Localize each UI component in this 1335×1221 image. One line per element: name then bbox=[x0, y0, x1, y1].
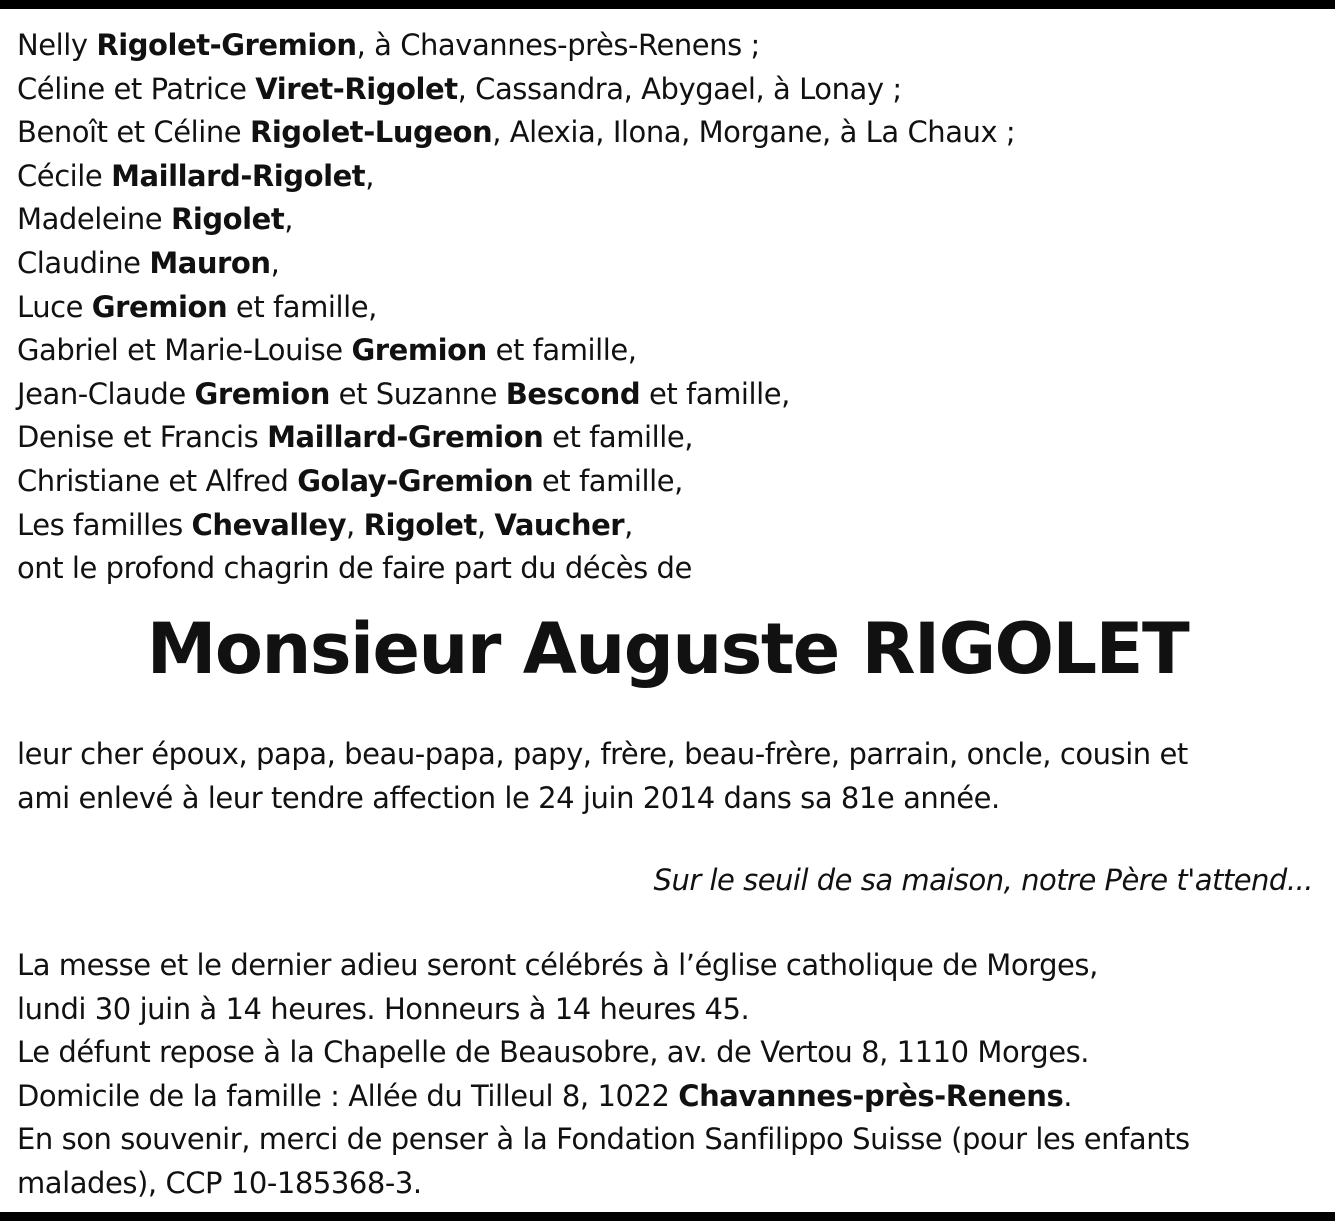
bold-surname: Gremion bbox=[351, 333, 487, 368]
ceremony-details bbox=[17, 944, 1190, 1206]
text-segment: Madeleine bbox=[17, 202, 171, 237]
detail-line bbox=[17, 944, 1190, 988]
bold-surname: Golay-Gremion bbox=[297, 463, 534, 498]
family-line bbox=[17, 155, 1317, 199]
text-segment: , bbox=[346, 507, 364, 542]
deceased-name: Monsieur Auguste RIGOLET bbox=[146, 608, 1189, 690]
family-line bbox=[17, 242, 1317, 286]
text-segment: Christiane et Alfred bbox=[17, 463, 298, 498]
text-segment: malades), CCP 10-185368-3. bbox=[17, 1165, 422, 1200]
text-segment: Céline et Patrice bbox=[17, 71, 256, 106]
detail-line bbox=[17, 1118, 1190, 1162]
text-segment: , bbox=[624, 507, 633, 542]
family-line bbox=[17, 416, 1317, 460]
text-segment: Le défunt repose à la Chapelle de Beausobre, av. de Vertou 8, 1110 Morges. bbox=[17, 1035, 1090, 1070]
bold-surname: Gremion bbox=[91, 289, 228, 324]
text-segment: Domicile de la famille : Allée du Tilleul 8, 1022 bbox=[17, 1078, 679, 1113]
text-segment: et Suzanne bbox=[329, 376, 506, 411]
detail-line bbox=[17, 1031, 1190, 1075]
detail-line bbox=[17, 1162, 1190, 1206]
detail-line bbox=[17, 988, 1190, 1032]
bold-surname: Maillard-Gremion bbox=[267, 420, 544, 455]
text-segment: Claudine bbox=[17, 245, 150, 280]
bold-surname: Chavannes-près-Renens bbox=[678, 1078, 1064, 1113]
text-segment: , Alexia, Ilona, Morgane, à La Chaux ; bbox=[492, 115, 1016, 150]
text-segment: , bbox=[365, 158, 374, 193]
text-segment: La messe et le dernier adieu seront célébrés à l’église catholique de Morges, bbox=[17, 948, 1098, 982]
bottom-border-rule bbox=[0, 1212, 1335, 1221]
text-segment: Cécile bbox=[17, 158, 112, 193]
bold-surname: Gremion bbox=[194, 376, 330, 411]
bold-surname: Rigolet-Gremion bbox=[96, 28, 357, 62]
text-segment: Denise et Francis bbox=[17, 420, 268, 455]
text-segment: Gabriel et Marie-Louise bbox=[17, 333, 352, 368]
description-line bbox=[17, 733, 1188, 777]
text-segment: Benoît et Céline bbox=[17, 115, 250, 150]
quote-line: Sur le seuil de sa maison, notre Père t'attend... bbox=[653, 863, 1313, 897]
family-line bbox=[17, 24, 1317, 68]
description-paragraph bbox=[17, 733, 1188, 820]
text-segment: leur cher époux, papa, beau-papa, papy, frère, beau-frère, parrain, oncle, cousin et bbox=[17, 737, 1188, 771]
detail-line bbox=[17, 1075, 1190, 1119]
family-line bbox=[17, 111, 1317, 155]
text-segment: ont le profond chagrin de faire part du décès de bbox=[17, 551, 692, 586]
text-segment: , à Chavannes-près-Renens ; bbox=[356, 28, 760, 62]
text-segment: et famille, bbox=[543, 420, 694, 455]
bold-surname: Viret-Rigolet bbox=[255, 71, 458, 106]
text-segment: Luce bbox=[17, 289, 92, 324]
text-segment: et famille, bbox=[486, 333, 637, 368]
text-segment: , bbox=[476, 507, 495, 542]
bold-surname: Bescond bbox=[505, 376, 641, 411]
family-line bbox=[17, 68, 1317, 112]
family-line bbox=[17, 373, 1317, 417]
text-segment: Jean-Claude bbox=[17, 376, 195, 411]
family-line bbox=[17, 547, 1317, 591]
family-line bbox=[17, 198, 1317, 242]
bold-surname: Chevalley bbox=[191, 507, 347, 542]
text-segment: Les familles bbox=[17, 507, 192, 542]
text-segment: et famille, bbox=[640, 376, 790, 411]
bold-surname: Vaucher bbox=[494, 507, 625, 542]
family-line bbox=[17, 504, 1317, 548]
family-line bbox=[17, 286, 1317, 330]
text-segment: Nelly bbox=[17, 28, 97, 62]
bold-surname: Rigolet-Lugeon bbox=[249, 115, 493, 150]
bold-surname: Maillard-Rigolet bbox=[111, 158, 366, 193]
text-segment: , Cassandra, Abygael, à Lonay ; bbox=[457, 71, 902, 106]
family-line bbox=[17, 460, 1317, 504]
text-segment: , bbox=[270, 245, 280, 280]
family-line bbox=[17, 329, 1317, 373]
text-segment: ami enlevé à leur tendre affection le 24 juin 2014 dans sa 81e année. bbox=[17, 780, 1000, 815]
family-list bbox=[17, 24, 1317, 591]
text-segment: , bbox=[284, 202, 294, 237]
text-segment: et famille, bbox=[533, 463, 683, 498]
bold-surname: Rigolet bbox=[170, 202, 285, 237]
bold-surname: Rigolet bbox=[363, 507, 477, 542]
bold-surname: Mauron bbox=[149, 245, 271, 280]
text-segment: et famille, bbox=[227, 289, 377, 324]
text-segment: En son souvenir, merci de penser à la Fondation Sanfilippo Suisse (pour les enfants bbox=[17, 1122, 1190, 1157]
top-border-rule bbox=[0, 0, 1335, 9]
text-segment: . bbox=[1063, 1078, 1073, 1113]
description-line bbox=[17, 777, 1188, 821]
text-segment: lundi 30 juin à 14 heures. Honneurs à 14 heures 45. bbox=[17, 991, 750, 1026]
